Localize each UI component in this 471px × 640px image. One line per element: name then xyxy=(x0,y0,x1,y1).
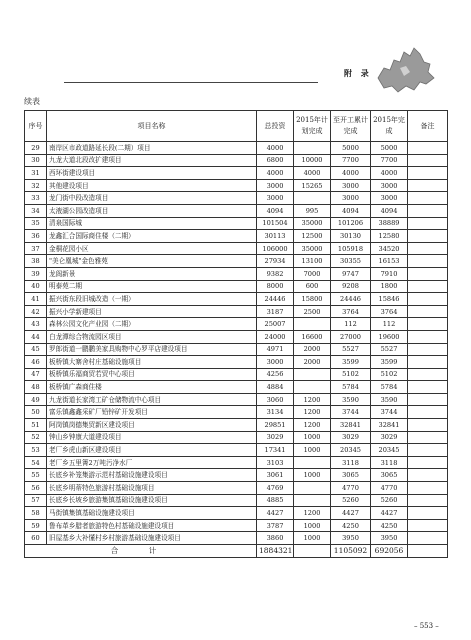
cell-note xyxy=(408,330,448,343)
cell-done: 4094 xyxy=(371,204,408,217)
cell-no: 59 xyxy=(25,519,47,532)
table-row xyxy=(25,280,448,293)
cell-note xyxy=(408,368,448,381)
cell-no: 47 xyxy=(25,368,47,381)
table-row xyxy=(25,356,448,369)
cell-done: 12580 xyxy=(371,230,408,243)
cell-no: 44 xyxy=(25,330,47,343)
cell-plan: 15800 xyxy=(294,293,331,306)
cell-cumulative: 3029 xyxy=(331,431,371,444)
cell-plan: 2000 xyxy=(294,356,331,369)
cell-name: 钟山乡钟康大道建设项目 xyxy=(47,431,257,444)
table-row xyxy=(25,293,448,306)
cell-plan xyxy=(294,494,331,507)
cell-done: 3590 xyxy=(371,393,408,406)
col-header-no: 序号 xyxy=(25,111,47,142)
cell-cumulative: 5260 xyxy=(331,494,371,507)
cell-cumulative: 3599 xyxy=(331,356,371,369)
cell-done: 34520 xyxy=(371,242,408,255)
cell-note xyxy=(408,532,448,545)
col-header-note: 备注 xyxy=(408,111,448,142)
cell-invest: 3860 xyxy=(257,532,294,545)
table-row xyxy=(25,255,448,268)
cell-name: 其他建设项目 xyxy=(47,179,257,192)
cell-invest: 27934 xyxy=(257,255,294,268)
cell-invest: 3787 xyxy=(257,519,294,532)
col-header-cumulative: 至开工累计完成 xyxy=(331,111,371,142)
cell-no: 54 xyxy=(25,456,47,469)
cell-no: 32 xyxy=(25,179,47,192)
cell-plan: 10000 xyxy=(294,154,331,167)
cell-note xyxy=(408,456,448,469)
cell-done: 5260 xyxy=(371,494,408,507)
cell-invest: 3029 xyxy=(257,431,294,444)
total-cumulative: 1105092 xyxy=(331,545,371,558)
cell-note xyxy=(408,179,448,192)
cell-no: 42 xyxy=(25,305,47,318)
cell-invest: 9382 xyxy=(257,267,294,280)
cell-name: 长底乡明蒂特色旅游村基础设施项目 xyxy=(47,482,257,495)
cell-no: 33 xyxy=(25,192,47,205)
cell-no: 30 xyxy=(25,154,47,167)
cell-no: 49 xyxy=(25,393,47,406)
cell-no: 48 xyxy=(25,381,47,394)
table-row xyxy=(25,507,448,520)
cell-note xyxy=(408,293,448,306)
cell-name: 长底乡补笼集游示范村基础设施建设项目 xyxy=(47,469,257,482)
cell-invest: 3000 xyxy=(257,192,294,205)
table-row xyxy=(25,343,448,356)
cell-invest: 106000 xyxy=(257,242,294,255)
cell-note xyxy=(408,167,448,180)
cell-invest: 24000 xyxy=(257,330,294,343)
cell-no: 40 xyxy=(25,280,47,293)
cell-done: 3118 xyxy=(371,456,408,469)
cell-invest: 4256 xyxy=(257,368,294,381)
cell-note xyxy=(408,217,448,230)
cell-plan: 2000 xyxy=(294,343,331,356)
table-row xyxy=(25,230,448,243)
total-invest: 1884321 xyxy=(257,545,294,558)
cell-name: 龙鑫汇合国际商住楼（二期） xyxy=(47,230,257,243)
cell-plan: 15265 xyxy=(294,179,331,192)
table-row xyxy=(25,419,448,432)
table-row xyxy=(25,494,448,507)
cell-name: 老厂乡虎山新区建设项目 xyxy=(47,444,257,457)
cell-invest: 24446 xyxy=(257,293,294,306)
table-row xyxy=(25,167,448,180)
cell-name: 阿岗镇岗德集贸新区建设项目 xyxy=(47,419,257,432)
cell-plan: 1000 xyxy=(294,519,331,532)
cell-name: 振兴街东段旧城改造（一期） xyxy=(47,293,257,306)
cell-no: 52 xyxy=(25,431,47,444)
cell-cumulative: 5784 xyxy=(331,381,371,394)
cell-cumulative: 4094 xyxy=(331,204,371,217)
cell-invest: 4427 xyxy=(257,507,294,520)
cell-invest: 4000 xyxy=(257,167,294,180)
cell-name: 白龙潭综合物流园区项目 xyxy=(47,330,257,343)
cell-note xyxy=(408,242,448,255)
page-number: – 553 – xyxy=(414,622,439,630)
cell-name: 鲁布革乡腊者旅游特色村基础设施建设项目 xyxy=(47,519,257,532)
table-row xyxy=(25,368,448,381)
cell-done: 5102 xyxy=(371,368,408,381)
cell-done: 38889 xyxy=(371,217,408,230)
cell-plan: 4000 xyxy=(294,167,331,180)
cell-note xyxy=(408,469,448,482)
col-header-plan: 2015年计划完成 xyxy=(294,111,331,142)
county-map-emblem xyxy=(370,38,440,98)
cell-no: 31 xyxy=(25,167,47,180)
cell-plan: 1000 xyxy=(294,444,331,457)
cell-note xyxy=(408,393,448,406)
table-row xyxy=(25,406,448,419)
cell-cumulative: 4000 xyxy=(331,167,371,180)
cell-invest: 4971 xyxy=(257,343,294,356)
cell-no: 57 xyxy=(25,494,47,507)
cell-note xyxy=(408,419,448,432)
cell-plan: 12500 xyxy=(294,230,331,243)
cell-name: 振兴小学新建项目 xyxy=(47,305,257,318)
cell-note xyxy=(408,507,448,520)
cell-name: 板桥镇广森商住楼 xyxy=(47,381,257,394)
total-row xyxy=(25,545,448,558)
cell-plan: 35000 xyxy=(294,217,331,230)
table-row xyxy=(25,142,448,155)
cell-cumulative: 30355 xyxy=(331,255,371,268)
cell-no: 38 xyxy=(25,255,47,268)
cell-note xyxy=(408,431,448,444)
cell-done: 7700 xyxy=(371,154,408,167)
cell-done: 5000 xyxy=(371,142,408,155)
table-row xyxy=(25,444,448,457)
cell-done: 3065 xyxy=(371,469,408,482)
cell-name: 长底乡长坡乡旅游集镇基础设施建设项目 xyxy=(47,494,257,507)
cell-name: "美仑凰城"金色雅苑 xyxy=(47,255,257,268)
cell-cumulative: 5527 xyxy=(331,343,371,356)
cell-cumulative: 9208 xyxy=(331,280,371,293)
cell-no: 41 xyxy=(25,293,47,306)
cell-done: 3029 xyxy=(371,431,408,444)
cell-cumulative: 4250 xyxy=(331,519,371,532)
cell-plan xyxy=(294,318,331,331)
cell-name: 太液湖公园改造项目 xyxy=(47,204,257,217)
table-row xyxy=(25,318,448,331)
cell-no: 36 xyxy=(25,230,47,243)
cell-note xyxy=(408,192,448,205)
cell-name: 马街镇集镇基础设施建设项目 xyxy=(47,507,257,520)
header-rule xyxy=(64,82,318,83)
cell-no: 35 xyxy=(25,217,47,230)
cell-plan: 600 xyxy=(294,280,331,293)
cell-no: 39 xyxy=(25,267,47,280)
cell-cumulative: 5102 xyxy=(331,368,371,381)
cell-note xyxy=(408,406,448,419)
cell-name: 罗郎街道一鹏鹏美家具购物中心罗平店建设项目 xyxy=(47,343,257,356)
cell-done: 16153 xyxy=(371,255,408,268)
cell-name: 板桥镇乐福商贸若贸中心项目 xyxy=(47,368,257,381)
total-note xyxy=(408,545,448,558)
cell-done: 1800 xyxy=(371,280,408,293)
cell-no: 55 xyxy=(25,469,47,482)
cell-invest: 4094 xyxy=(257,204,294,217)
cell-cumulative: 24446 xyxy=(331,293,371,306)
cell-name: 板桥镇大寨舍村庄基础设施项目 xyxy=(47,356,257,369)
cell-note xyxy=(408,318,448,331)
cell-no: 51 xyxy=(25,419,47,432)
cell-plan xyxy=(294,368,331,381)
cell-invest: 29851 xyxy=(257,419,294,432)
cell-plan: 1000 xyxy=(294,431,331,444)
cell-plan xyxy=(294,482,331,495)
table-row xyxy=(25,330,448,343)
total-label: 合 计 xyxy=(25,545,257,558)
cell-no: 56 xyxy=(25,482,47,495)
cell-cumulative: 101206 xyxy=(331,217,371,230)
cell-invest: 3060 xyxy=(257,393,294,406)
cell-done: 5784 xyxy=(371,381,408,394)
cell-done: 7910 xyxy=(371,267,408,280)
cell-invest: 17341 xyxy=(257,444,294,457)
table-row xyxy=(25,154,448,167)
table-row xyxy=(25,305,448,318)
cell-cumulative: 5000 xyxy=(331,142,371,155)
cell-no: 58 xyxy=(25,507,47,520)
cell-cumulative: 3118 xyxy=(331,456,371,469)
table-row xyxy=(25,519,448,532)
cell-plan: 2500 xyxy=(294,305,331,318)
cell-invest: 4884 xyxy=(257,381,294,394)
cell-no: 37 xyxy=(25,242,47,255)
cell-name: 森林公园文化产业园（二期） xyxy=(47,318,257,331)
cell-cumulative: 3744 xyxy=(331,406,371,419)
cell-cumulative: 3590 xyxy=(331,393,371,406)
cell-plan xyxy=(294,192,331,205)
cell-name: 龙门街中段改造项目 xyxy=(47,192,257,205)
cell-invest: 3000 xyxy=(257,356,294,369)
cell-cumulative: 20345 xyxy=(331,444,371,457)
cell-note xyxy=(408,305,448,318)
cell-cumulative: 3000 xyxy=(331,179,371,192)
cell-name: 南岸区市政道路延长段(二期）项目 xyxy=(47,142,257,155)
cell-no: 50 xyxy=(25,406,47,419)
col-header-done: 2015年完成 xyxy=(371,111,408,142)
cell-no: 53 xyxy=(25,444,47,457)
cell-no: 34 xyxy=(25,204,47,217)
cell-invest: 101504 xyxy=(257,217,294,230)
cell-note xyxy=(408,444,448,457)
project-table xyxy=(24,110,448,558)
table-row xyxy=(25,217,448,230)
cell-name: 九龙街道长家湾工矿仓储物流中心项目 xyxy=(47,393,257,406)
cell-no: 46 xyxy=(25,356,47,369)
cell-invest: 4885 xyxy=(257,494,294,507)
table-row xyxy=(25,482,448,495)
cell-note xyxy=(408,255,448,268)
cell-invest: 8000 xyxy=(257,280,294,293)
cell-plan xyxy=(294,142,331,155)
cell-note xyxy=(408,204,448,217)
col-header-name: 项目名称 xyxy=(47,111,257,142)
cell-no: 29 xyxy=(25,142,47,155)
cell-invest: 3061 xyxy=(257,469,294,482)
cell-cumulative: 27000 xyxy=(331,330,371,343)
section-header: 附 录 xyxy=(344,68,372,78)
cell-name: 明泰苑二期 xyxy=(47,280,257,293)
cell-done: 3599 xyxy=(371,356,408,369)
cell-done: 15846 xyxy=(371,293,408,306)
cell-cumulative: 105918 xyxy=(331,242,371,255)
cell-note xyxy=(408,482,448,495)
cell-plan: 1200 xyxy=(294,393,331,406)
cell-done: 5527 xyxy=(371,343,408,356)
table-row xyxy=(25,456,448,469)
cell-name: 清泉国际城 xyxy=(47,217,257,230)
table-row xyxy=(25,192,448,205)
cell-done: 4000 xyxy=(371,167,408,180)
cell-plan: 1200 xyxy=(294,507,331,520)
cell-note xyxy=(408,494,448,507)
cell-invest: 25007 xyxy=(257,318,294,331)
cell-note xyxy=(408,230,448,243)
cell-cumulative: 4770 xyxy=(331,482,371,495)
cell-cumulative: 30130 xyxy=(331,230,371,243)
cell-plan: 35000 xyxy=(294,242,331,255)
cell-note xyxy=(408,356,448,369)
cell-note xyxy=(408,142,448,155)
cell-invest: 3187 xyxy=(257,305,294,318)
cell-cumulative: 3000 xyxy=(331,192,371,205)
cell-cumulative: 9747 xyxy=(331,267,371,280)
cell-cumulative: 3065 xyxy=(331,469,371,482)
cell-done: 19600 xyxy=(371,330,408,343)
cell-name: 旧屋基乡大补懂村乡村旅游基础设施建设项目 xyxy=(47,532,257,545)
table-row xyxy=(25,179,448,192)
table-header-row xyxy=(25,111,448,142)
cell-name: 金桐花园小区 xyxy=(47,242,257,255)
total-done: 692056 xyxy=(371,545,408,558)
cell-no: 43 xyxy=(25,318,47,331)
cell-invest: 30113 xyxy=(257,230,294,243)
cell-done: 32841 xyxy=(371,419,408,432)
cell-plan: 16600 xyxy=(294,330,331,343)
col-header-invest: 总投资 xyxy=(257,111,294,142)
cell-plan: 7000 xyxy=(294,267,331,280)
cell-name: 龙阁新景 xyxy=(47,267,257,280)
table-row xyxy=(25,431,448,444)
cell-cumulative: 112 xyxy=(331,318,371,331)
cell-note xyxy=(408,343,448,356)
cell-cumulative: 3764 xyxy=(331,305,371,318)
cell-invest: 6800 xyxy=(257,154,294,167)
cell-cumulative: 32841 xyxy=(331,419,371,432)
cell-done: 4427 xyxy=(371,507,408,520)
cell-name: 九龙大道北段改扩建项目 xyxy=(47,154,257,167)
cell-name: 老厂乡五里箐2万吨污净水厂 xyxy=(47,456,257,469)
table-row xyxy=(25,267,448,280)
cell-no: 45 xyxy=(25,343,47,356)
cell-done: 112 xyxy=(371,318,408,331)
total-plan xyxy=(294,545,331,558)
cell-done: 3000 xyxy=(371,179,408,192)
cell-plan xyxy=(294,456,331,469)
cell-plan: 1000 xyxy=(294,469,331,482)
table-row xyxy=(25,469,448,482)
cell-note xyxy=(408,154,448,167)
cell-plan: 1200 xyxy=(294,406,331,419)
cell-plan: 13100 xyxy=(294,255,331,268)
cell-invest: 3134 xyxy=(257,406,294,419)
cell-plan: 1200 xyxy=(294,419,331,432)
cell-invest: 3103 xyxy=(257,456,294,469)
cell-done: 3000 xyxy=(371,192,408,205)
table-row xyxy=(25,532,448,545)
cell-note xyxy=(408,381,448,394)
table-body xyxy=(25,142,448,545)
cell-done: 4250 xyxy=(371,519,408,532)
cell-note xyxy=(408,280,448,293)
cell-note xyxy=(408,267,448,280)
cell-plan xyxy=(294,381,331,394)
cell-name: 富乐镇鑫鑫采矿厂铅锌矿开发项目 xyxy=(47,406,257,419)
cell-done: 3950 xyxy=(371,532,408,545)
table-row xyxy=(25,393,448,406)
cell-invest: 4000 xyxy=(257,142,294,155)
cell-done: 3764 xyxy=(371,305,408,318)
cell-done: 3744 xyxy=(371,406,408,419)
cell-done: 4770 xyxy=(371,482,408,495)
cell-invest: 4769 xyxy=(257,482,294,495)
cell-invest: 3000 xyxy=(257,179,294,192)
table-row xyxy=(25,242,448,255)
cell-cumulative: 3950 xyxy=(331,532,371,545)
cell-name: 西环街建设项目 xyxy=(47,167,257,180)
cell-cumulative: 4427 xyxy=(331,507,371,520)
cell-plan: 995 xyxy=(294,204,331,217)
table-row xyxy=(25,381,448,394)
cell-plan: 1000 xyxy=(294,532,331,545)
cell-note xyxy=(408,519,448,532)
cell-done: 20345 xyxy=(371,444,408,457)
cell-no: 60 xyxy=(25,532,47,545)
continued-label: 续表 xyxy=(24,97,40,106)
cell-cumulative: 7700 xyxy=(331,154,371,167)
table-row xyxy=(25,204,448,217)
